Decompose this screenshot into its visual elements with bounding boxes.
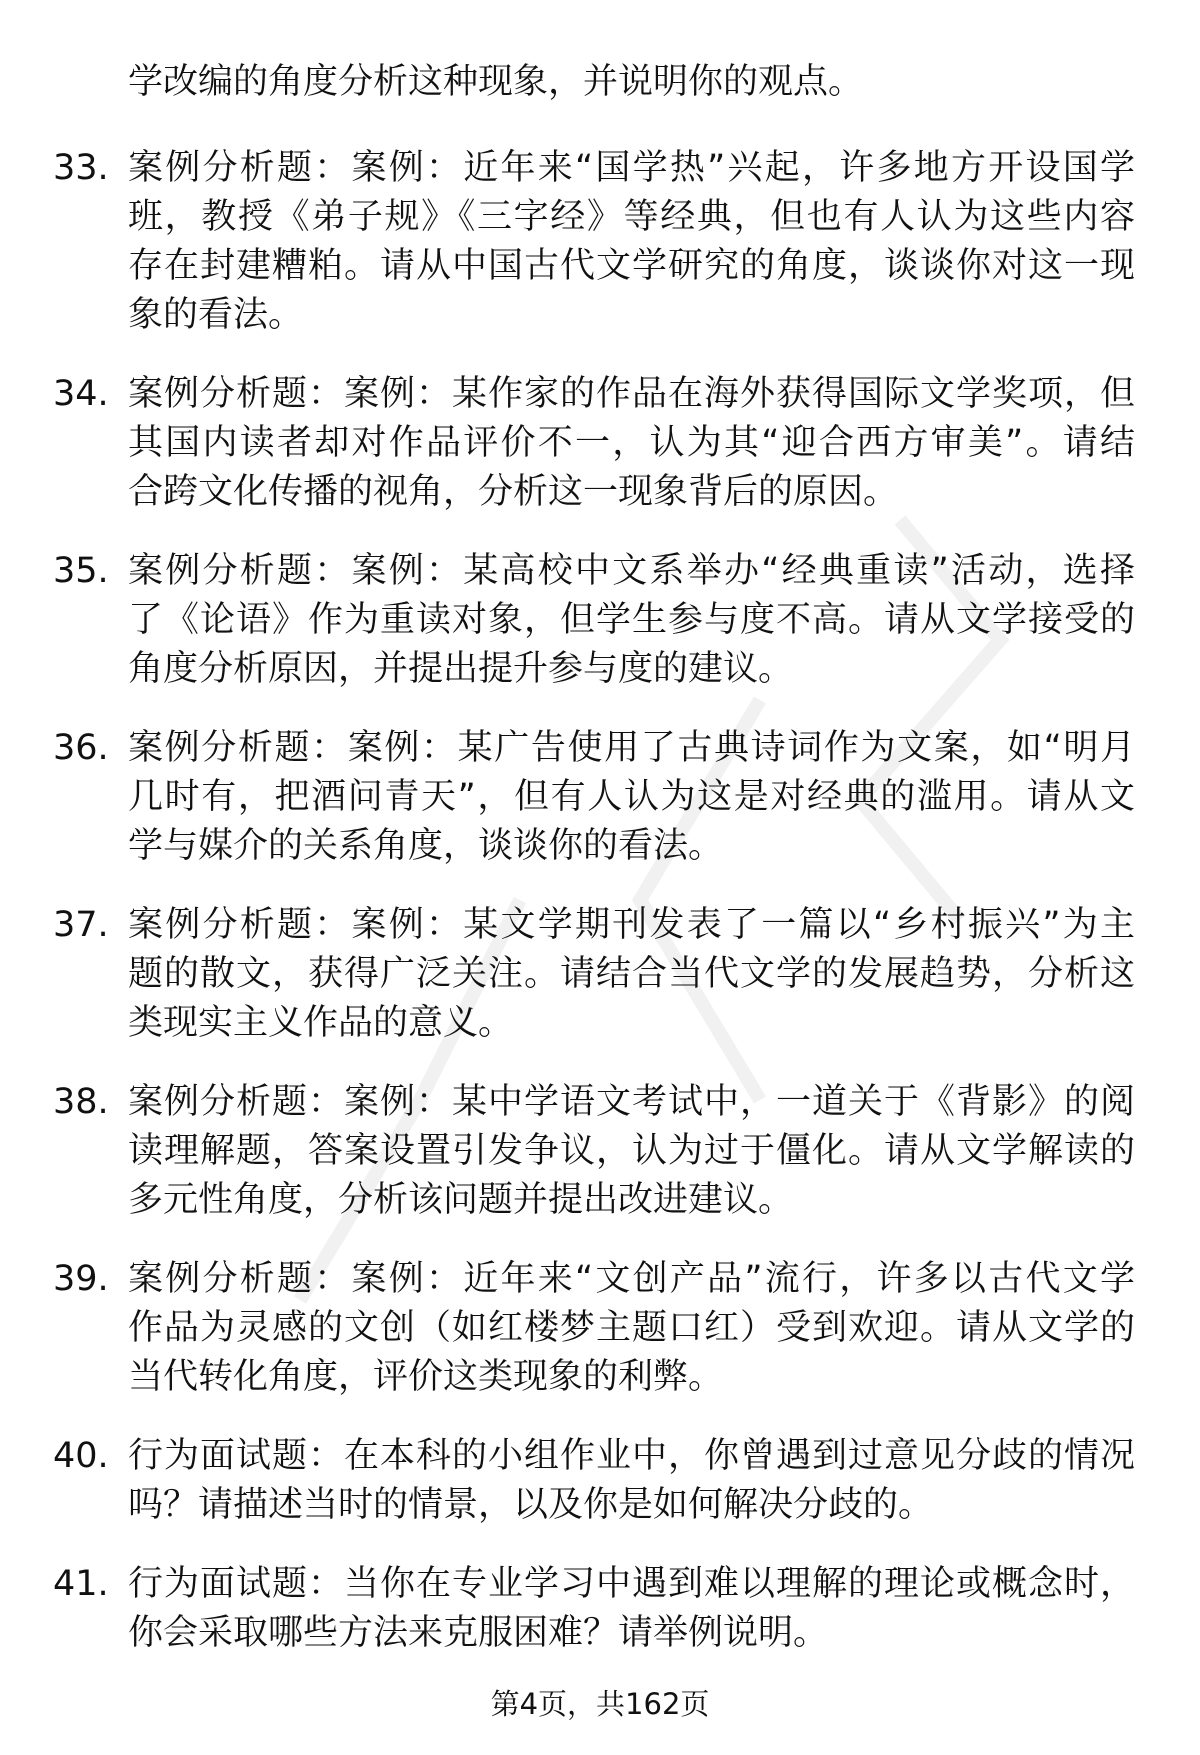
continued-question-text: [128, 58, 1135, 107]
text-line: 几时有，把酒问青天”，但有人认为这是对经典的滥用。请从文: [128, 777, 1135, 817]
question-number: 40.: [53, 1436, 109, 1476]
text-line: 行为面试题：当你在专业学习中遇到难以理解的理论或概念时，: [128, 1564, 1135, 1604]
text-line: 作品为灵感的文创（如红楼梦主题口红）受到欢迎。请从文学的: [128, 1308, 1135, 1348]
question-text: [128, 370, 1135, 517]
text-line: 象的看法。: [128, 295, 304, 335]
text-line: 吗？请描述当时的情景，以及你是如何解决分歧的。: [128, 1485, 934, 1525]
question-number: 35.: [53, 551, 109, 591]
text-line: 行为面试题：在本科的小组作业中，你曾遇到过意见分歧的情况: [128, 1436, 1135, 1476]
question-number: 37.: [53, 905, 109, 945]
question-number: 34.: [53, 374, 109, 414]
text-line: 类现实主义作品的意义。: [128, 1003, 514, 1043]
text-line: 合跨文化传播的视角，分析这一现象背后的原因。: [128, 472, 899, 512]
text-line: 学改编的角度分析这种现象，并说明你的观点。: [128, 62, 864, 102]
text-line: 当代转化角度，评价这类现象的利弊。: [128, 1357, 724, 1397]
text-line: 其国内读者却对作品评价不一，认为其“迎合西方审美”。请结: [128, 423, 1135, 463]
text-line: 案例分析题：案例：某高校中文系举办“经典重读”活动，选择: [128, 551, 1135, 591]
text-line: 案例分析题：案例：某作家的作品在海外获得国际文学奖项，但: [128, 374, 1135, 414]
question-number: 36.: [53, 728, 109, 768]
text-line: 多元性角度，分析该问题并提出改进建议。: [128, 1180, 794, 1220]
page-number-footer: 第4页，共162页: [490, 1687, 710, 1721]
question-text: [128, 1255, 1135, 1402]
question-text: [128, 901, 1135, 1048]
text-line: 读理解题，答案设置引发争议，认为过于僵化。请从文学解读的: [128, 1131, 1135, 1171]
text-line: 角度分析原因，并提出提升参与度的建议。: [128, 649, 794, 689]
text-line: 案例分析题：案例：某文学期刊发表了一篇以“乡村振兴”为主: [128, 905, 1135, 945]
text-line: 班，教授《弟子规》《三字经》等经典，但也有人认为这些内容: [128, 197, 1135, 237]
question-text: [128, 1560, 1135, 1658]
question-number: 33.: [53, 148, 109, 188]
question-text: [128, 724, 1135, 871]
text-line: 存在封建糟粕。请从中国古代文学研究的角度，谈谈你对这一现: [128, 246, 1135, 286]
text-line: 你会采取哪些方法来克服困难？请举例说明。: [128, 1613, 829, 1653]
question-number: 38.: [53, 1082, 109, 1122]
text-line: 了《论语》作为重读对象，但学生参与度不高。请从文学接受的: [128, 600, 1135, 640]
text-line: 题的散文，获得广泛关注。请结合当代文学的发展趋势，分析这: [128, 954, 1135, 994]
question-text: [128, 547, 1135, 694]
question-text: [128, 144, 1135, 340]
text-line: 案例分析题：案例：某广告使用了古典诗词作为文案，如“明月: [128, 728, 1135, 768]
question-number: 41.: [53, 1564, 109, 1604]
text-line: 学与媒介的关系角度，谈谈你的看法。: [128, 826, 724, 866]
question-number: 39.: [53, 1259, 109, 1299]
question-text: [128, 1078, 1135, 1225]
question-text: [128, 1432, 1135, 1530]
text-line: 案例分析题：案例：某中学语文考试中，一道关于《背影》的阅: [128, 1082, 1135, 1122]
text-line: 案例分析题：案例：近年来“国学热”兴起，许多地方开设国学: [128, 148, 1135, 188]
text-line: 案例分析题：案例：近年来“文创产品”流行，许多以古代文学: [128, 1259, 1135, 1299]
